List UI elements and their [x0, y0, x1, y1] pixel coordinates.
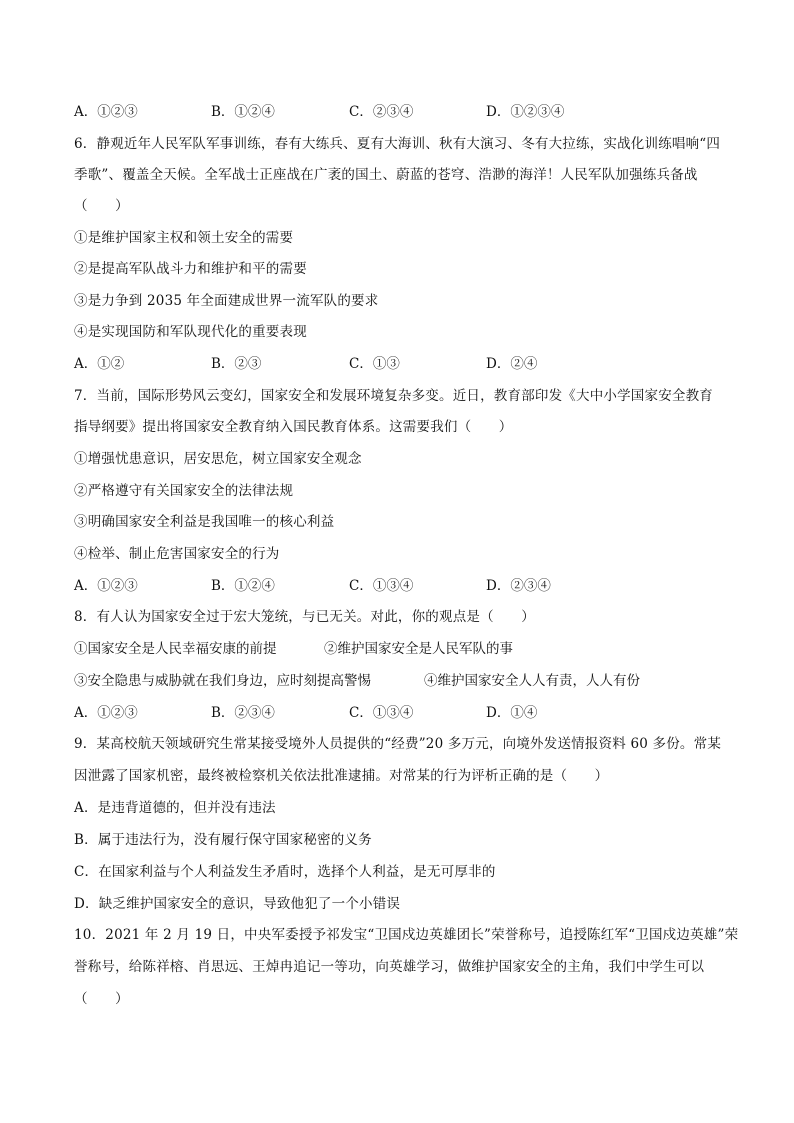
option-b[interactable]: B．①②④ — [211, 104, 275, 120]
option-d[interactable]: D．②③④ — [486, 578, 551, 594]
q8-stem: 8．有人认为国家安全过于宏大笼统，与已无关。对此，你的观点是（ ） — [74, 609, 535, 625]
option-c[interactable]: C．①③④ — [349, 705, 414, 721]
q5-options — [74, 102, 734, 122]
q7-stem-line-2: 指导纲要》提出将国家安全教育纳入国民教育体系。这需要我们（ ） — [74, 419, 513, 435]
q9-choice-b[interactable]: B．属于违法行为，没有履行保守国家秘密的义务 — [74, 832, 372, 848]
q10-stem-line-3: （ ） — [74, 991, 129, 1007]
q6-item-1: ①是维护国家主权和领土安全的需要 — [74, 230, 294, 246]
option-a[interactable]: A．①② — [74, 356, 125, 372]
option-b[interactable]: B．②③ — [211, 356, 262, 372]
q8-options — [74, 703, 734, 723]
option-d[interactable]: D．①②③④ — [486, 104, 565, 120]
q10-stem-line-2: 誉称号，给陈祥榕、肖思远、王焯冉追记一等功，向英雄学习，做维护国家安全的主角，我们中学生可以 — [74, 959, 705, 975]
option-b[interactable]: B．①②④ — [211, 578, 275, 594]
q9-choice-d[interactable]: D．缺乏维护国家安全的意识，导致他犯了一个小错误 — [74, 896, 401, 912]
option-c[interactable]: C．②③④ — [349, 104, 414, 120]
q9-choice-c[interactable]: C．在国家利益与个人利益发生矛盾时，选择个人利益，是无可厚非的 — [74, 864, 496, 880]
q8-items-row-1 — [74, 639, 734, 659]
option-c[interactable]: C．①③ — [349, 356, 400, 372]
option-d[interactable]: D．②④ — [486, 356, 538, 372]
q6-item-3: ③是力争到 2035 年全面建成世界一流军队的要求 — [74, 293, 379, 309]
q8-items-row-2 — [74, 671, 734, 691]
q7-item-3: ③明确国家安全利益是我国唯一的核心利益 — [74, 514, 335, 530]
option-a[interactable]: A．①②③ — [74, 578, 138, 594]
q9-stem-line-1: 9．某高校航天领域研究生常某接受境外人员提供的“经费”20 多万元，向境外发送情报资料 60 多份。常某 — [74, 736, 722, 752]
q8-item-4: ④维护国家安全人人有责，人人有份 — [424, 673, 640, 689]
q6-item-4: ④是实现国防和军队现代化的重要表现 — [74, 324, 307, 340]
q6-options — [74, 354, 734, 374]
option-c[interactable]: C．①③④ — [349, 578, 414, 594]
q6-stem-line-1: 6．静观近年人民军队军事训练，春有大练兵、夏有大海训、秋有大演习、冬有大拉练，实战化训练唱响“四 — [74, 136, 721, 152]
option-d[interactable]: D．①④ — [486, 705, 538, 721]
q8-item-3: ③安全隐患与威胁就在我们身边，应时刻提高警惕 — [74, 673, 371, 689]
q6-item-2: ②是提高军队战斗力和维护和平的需要 — [74, 261, 307, 277]
q9-choice-a[interactable]: A．是违背道德的，但并没有违法 — [74, 800, 276, 816]
option-b[interactable]: B．②③④ — [211, 705, 275, 721]
q7-item-4: ④检举、制止危害国家安全的行为 — [74, 546, 280, 562]
q7-stem-line-1: 7．当前，国际形势风云变幻，国家安全和发展环境复杂多变。近日，教育部印发《大中小学国家安全教育 — [74, 388, 713, 404]
option-a[interactable]: A．①②③ — [74, 705, 138, 721]
q8-item-2: ②维护国家安全是人民军队的事 — [324, 641, 513, 657]
q8-item-1: ①国家安全是人民幸福安康的前提 — [74, 641, 277, 657]
q7-item-2: ②严格遵守有关国家安全的法律法规 — [74, 483, 294, 499]
q7-options — [74, 576, 734, 596]
q9-stem-line-2: 因泄露了国家机密，最终被检察机关依法批准逮捕。对常某的行为评析正确的是（ ） — [74, 768, 609, 784]
q6-stem-line-2: 季歌”、覆盖全天候。全军战士正座战在广袤的国土、蔚蓝的苍穹、浩渺的海洋！人民军队加强练兵备战 — [74, 167, 698, 183]
option-a[interactable]: A．①②③ — [74, 104, 138, 120]
q7-item-1: ①增强忧患意识，居安思危，树立国家安全观念 — [74, 451, 362, 467]
q6-stem-line-3: （ ） — [74, 198, 129, 214]
q10-stem-line-1: 10．2021 年 2 月 19 日，中央军委授予祁发宝“卫国戍边英雄团长”荣誉称号，追授陈红军“卫国戍边英雄”荣 — [74, 927, 739, 943]
